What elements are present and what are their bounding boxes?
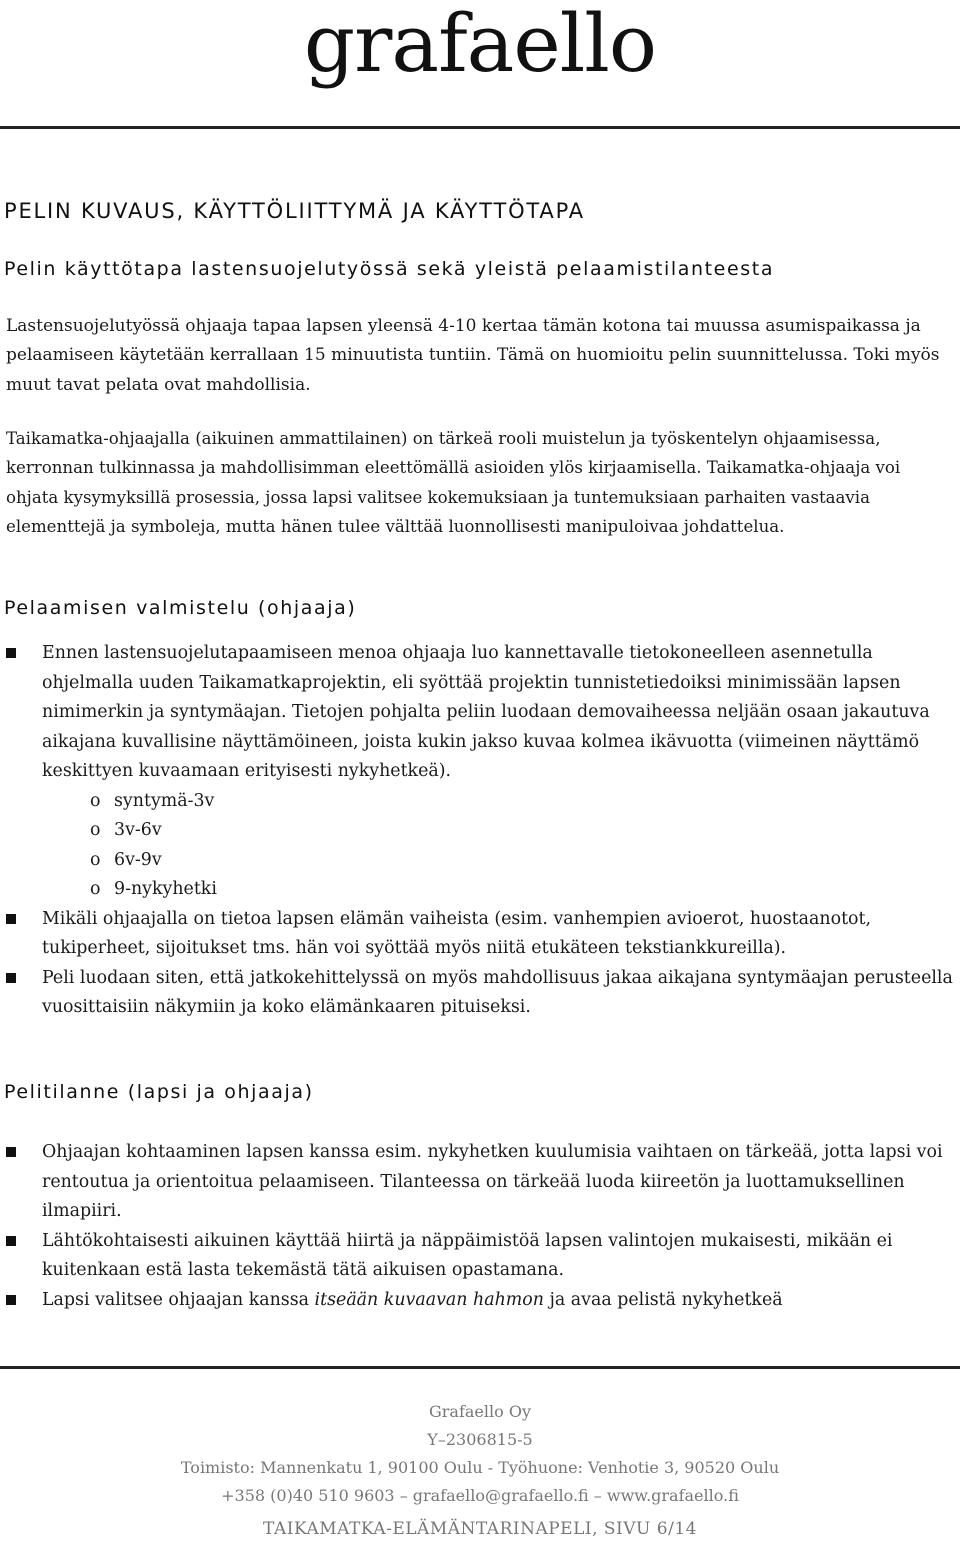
square-bullet-icon — [6, 1236, 16, 1246]
square-bullet-icon — [6, 1147, 16, 1157]
sublist-item: o 6v-9v — [42, 846, 954, 876]
circle-bullet-icon: o — [90, 879, 101, 899]
section-heading-preparation: Pelaamisen valmistelu (ohjaaja) — [4, 597, 357, 619]
footer-address: Toimisto: Mannenkatu 1, 90100 Oulu - Työhuone: Venhotie 3, 90520 Oulu — [180, 1458, 780, 1477]
circle-bullet-icon: o — [90, 790, 101, 811]
header-divider — [0, 126, 960, 129]
footer-business-id: Y–2306815-5 — [427, 1430, 533, 1449]
section-heading-usage: Pelin käyttötapa lastensuojelutyössä sekä yleistä pelaamistilanteesta — [4, 258, 775, 280]
list-item-text-end: ja avaa pelistä nykyhetkeä — [543, 1289, 783, 1310]
page-title: PELIN KUVAUS, KÄYTTÖLIITTYMÄ JA KÄYTTÖTAPA — [4, 199, 585, 223]
circle-bullet-icon: o — [90, 849, 101, 870]
square-bullet-icon — [6, 648, 16, 658]
grafaello-logo: grafaello — [303, 0, 657, 90]
sublist-item: o 9-nykyhetki — [42, 875, 954, 905]
sublist-item: o 3v-6v — [42, 816, 954, 846]
list-item-text: Mikäli ohjaajalla on tietoa lapsen elämän vaiheista (esim. vanhempien avioerot, huostaanotot, tukiperheet, sijoitukset tms. hän voi syöttää myös niitä etukäteen tekstiankkureilla). — [42, 908, 872, 958]
list-item-emphasis: itseään kuvaavan hahmon — [314, 1289, 544, 1310]
list-item — [42, 905, 954, 964]
list-item-text: Peli luodaan siten, että jatkokehittelyssä on myös mahdollisuus jakaa aikajana syntymäajan perusteella vuosittaisiin näkymiin ja koko elämänkaaren pituiseksi. — [42, 967, 953, 1017]
circle-bullet-icon: o — [90, 820, 101, 840]
game-situation-list — [42, 1138, 954, 1315]
preparation-list — [42, 639, 954, 1023]
list-item-text: Lähtökohtaisesti aikuinen käyttää hiirtä ja näppäimistöä lapsen valintojen mukaisesti, mikään ei kuitenkaan estä lasta tekemästä tätä aikuisen opastamana. — [42, 1230, 893, 1280]
section-heading-game-situation: Pelitilanne (lapsi ja ohjaaja) — [4, 1081, 314, 1103]
list-item — [42, 964, 954, 1023]
square-bullet-icon — [6, 1295, 16, 1305]
square-bullet-icon — [6, 914, 16, 924]
list-item — [42, 1227, 954, 1286]
list-item-text: Ennen lastensuojelutapaamiseen menoa ohjaaja luo kannettavalle tietokoneelleen asennetulla ohjelmalla uuden Taikamatkaprojektin, eli syöttää projektin tunnistetiedoiksi minimissään lapsen nimimerkin ja syntymäajan. Tietojen pohjalta peliin luodaan demovaiheessa neljään osaan jakautuva aikajana kuvallisine näyttämöineen, joista kukin jakso kuvaa kolmea ikävuotta (viimeinen näyttämö keskittyen kuvaamaan erityisesti nykyhetkeä). — [42, 643, 930, 781]
paragraph-usage-intro: Lastensuojelutyössä ohjaaja tapaa lapsen yleensä 4-10 kertaa tämän kotona tai muussa asumispaikassa ja pelaamiseen käytetään kerrallaan 15 minuutista tuntiin. Tämä on huomioitu pelin suunnittelussa. Toki myös muut tavat pelata ovat mahdollisia. — [6, 316, 940, 395]
list-item-text: Ohjaajan kohtaaminen lapsen kanssa esim. nykyhetken kuulumisia vaihtaen on tärkeää, jotta lapsi voi rentoutua ja orientoitua pelaamiseen. Tilanteessa on tärkeää luoda kiireetön ja luottamuksellinen ilmapiiri. — [42, 1142, 943, 1221]
sublist-item: o syntymä-3v — [42, 787, 954, 817]
list-item-text-start: Lapsi valitsee ohjaajan kanssa — [42, 1289, 315, 1310]
square-bullet-icon — [6, 973, 16, 983]
footer-company: Grafaello Oy — [428, 1402, 531, 1421]
footer-divider — [0, 1366, 960, 1369]
page-label: TAIKAMATKA-ELÄMÄNTARINAPELI, SIVU 6/14 — [263, 1519, 697, 1539]
footer-block — [0, 1398, 960, 1510]
paragraph-guide-role: Taikamatka-ohjaajalla (aikuinen ammattilainen) on tärkeä rooli muistelun ja työskentelyn ohjaamisessa, kerronnan tulkinnassa ja mahdollisimman eleettömällä asioiden ylös kirjaamisella. Taikamatka-ohjaaja voi ohjata kysymyksillä prosessia, jossa lapsi valitsee kokemuksiaan ja tuntemuksiaan parhaiten vastaavia elementtejä ja symboleja, mutta hänen tulee välttää luonnollisesti manipuloivaa johdattelua. — [6, 429, 901, 537]
list-item — [42, 639, 954, 905]
list-item — [42, 1138, 954, 1227]
list-item — [42, 1286, 954, 1316]
footer-contact: +358 (0)40 510 9603 – grafaello@grafaello.fi – www.grafaello.fi — [221, 1486, 739, 1505]
timeline-sublist — [42, 787, 954, 905]
